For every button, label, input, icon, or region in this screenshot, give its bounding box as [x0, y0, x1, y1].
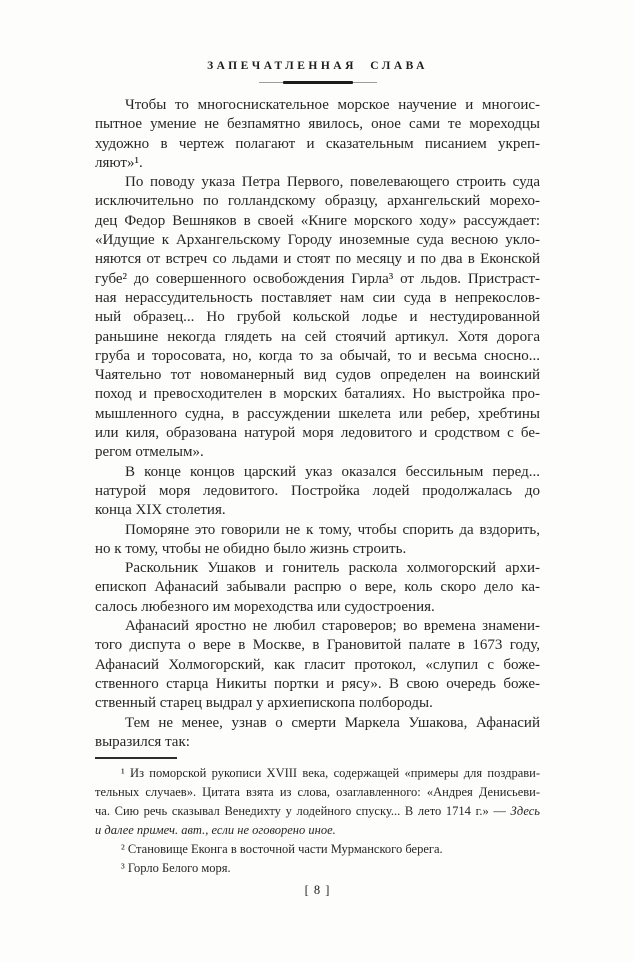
- text-line: В конце концов царский указ оказался бессильным перед...: [125, 463, 540, 480]
- footnote-italic-text: и далее примеч. авт., если не оговорено иное.: [95, 823, 336, 838]
- text-line: раньшине некогда глядеть на сей стоячий артикул. Хотя дорога: [95, 328, 540, 345]
- text-line: «Идущие к Архангельскому Городу иноземные суда весною укло-: [95, 232, 540, 249]
- text-line: Афанасий Холмогорский, как гласит протокол, «слупил с боже-: [95, 656, 540, 673]
- footnote-italic-text: Здесь: [510, 804, 540, 819]
- footnote-text: ча. Сию речь сказывал Венедихту у лодейного спуску... В лето 1714 г.» —: [95, 804, 511, 819]
- footnote-line: [95, 859, 540, 878]
- text-line: епископ Афанасий забывали распрю о вере, коль скоро дело ка-: [95, 579, 540, 596]
- text-line: пытное умение не безпамятно явилось, оное сами те мореходцы: [95, 116, 540, 133]
- text-line: Раскольник Ушаков и гонитель раскола холмогорский архи-: [125, 560, 540, 577]
- text-line: регом отмелым».: [95, 444, 204, 461]
- text-line: мышленного судна, в рассуждении шкелета или ребер, хребтины: [95, 405, 540, 422]
- footnote-line: [95, 840, 540, 859]
- text-line: того диспута о вере в Москве, в Грановитой палате в 1673 году,: [95, 637, 540, 654]
- footnotes: [95, 764, 540, 878]
- text-line: По поводу указа Петра Первого, повелевающего строить суда: [125, 174, 540, 191]
- footnote-text: ³ Горло Белого моря.: [121, 861, 231, 876]
- text-line: Тем не менее, узнав о смерти Маркела Ушакова, Афанасий: [125, 714, 540, 731]
- text-line: ный образец... Но грубой кольской лодье и нестудированной: [95, 309, 540, 326]
- footnote-text: ² Становище Еконга в восточной части Мурманского берега.: [121, 842, 443, 857]
- text-line: ственный старец выдрал у архиепископа полбороды.: [95, 695, 433, 712]
- text-line: художно в чертеж полагают и сказательным писанием укреп-: [95, 135, 540, 152]
- text-line: Поморяне это говорили не к тому, чтобы спорить да вздорить,: [125, 521, 540, 538]
- text-column: [95, 59, 540, 898]
- text-line: ляют»¹.: [95, 154, 143, 171]
- text-line: ственного старца Никиты портки и рясу». В свою очередь боже-: [95, 675, 540, 692]
- text-line: выразился так:: [95, 733, 190, 750]
- header-divider-ornament: [259, 81, 377, 84]
- footnote-line: [95, 764, 540, 783]
- running-head: ЗАПЕЧАТЛЕННАЯ СЛАВА: [207, 60, 428, 72]
- footnote-line: [95, 821, 540, 840]
- text-line: но к тому, чтобы не обидно было жизнь строить.: [95, 540, 407, 557]
- text-line: поход и превосходителен в морских баталиях. Но выстройка про-: [95, 386, 540, 403]
- text-line: исключительно по голландскому образцу, архангельский морехо-: [95, 193, 540, 210]
- footnote-text: ¹ Из поморской рукописи XVIII века, содержащей «примеры для поздрави-: [121, 766, 540, 781]
- text-line: ная нерассудительность поставляет нам сии суда в непрекослов-: [95, 289, 540, 306]
- text-line: груба и торосовата, но, когда то за обычай, то и весьма сносно...: [95, 347, 540, 364]
- text-line: Афанасий яростно не любил староверов; во времена знамени-: [125, 618, 540, 635]
- footnote-text: тельных случаев». Цитата взята из слова, озаглавленного: «Андрея Денисьеви-: [95, 785, 540, 800]
- text-line: конца XIX столетия.: [95, 502, 226, 519]
- page-number: [ 8 ]: [304, 883, 331, 898]
- footnote-separator: [95, 757, 177, 759]
- text-line: губе² до совершенного освобождения Гирла³ от льдов. Пристраст-: [95, 270, 540, 287]
- footnote-line: [95, 783, 540, 802]
- text-line: натурой моря ледовитого. Постройка лодей продолжалась до: [95, 482, 540, 499]
- text-line: или киля, образована натурой моря ледовитого и сродством с бе-: [95, 425, 540, 442]
- text-line: дец Федор Вешняков в своей «Книге морского ходу» рассуждает:: [95, 212, 540, 229]
- text-line: няются от встреч со льдами и стоят по месяцу и по два в Еконской: [95, 251, 540, 268]
- body-text: [95, 96, 540, 752]
- text-line: салось любезного им мореходства или судостроения.: [95, 598, 435, 615]
- footnote-line: [95, 802, 540, 821]
- text-line: Чаятельно тот новоманерный вид судов определен на воинский: [95, 367, 540, 384]
- text-line: Чтобы то многоснискательное морское научение и многоис-: [125, 97, 540, 113]
